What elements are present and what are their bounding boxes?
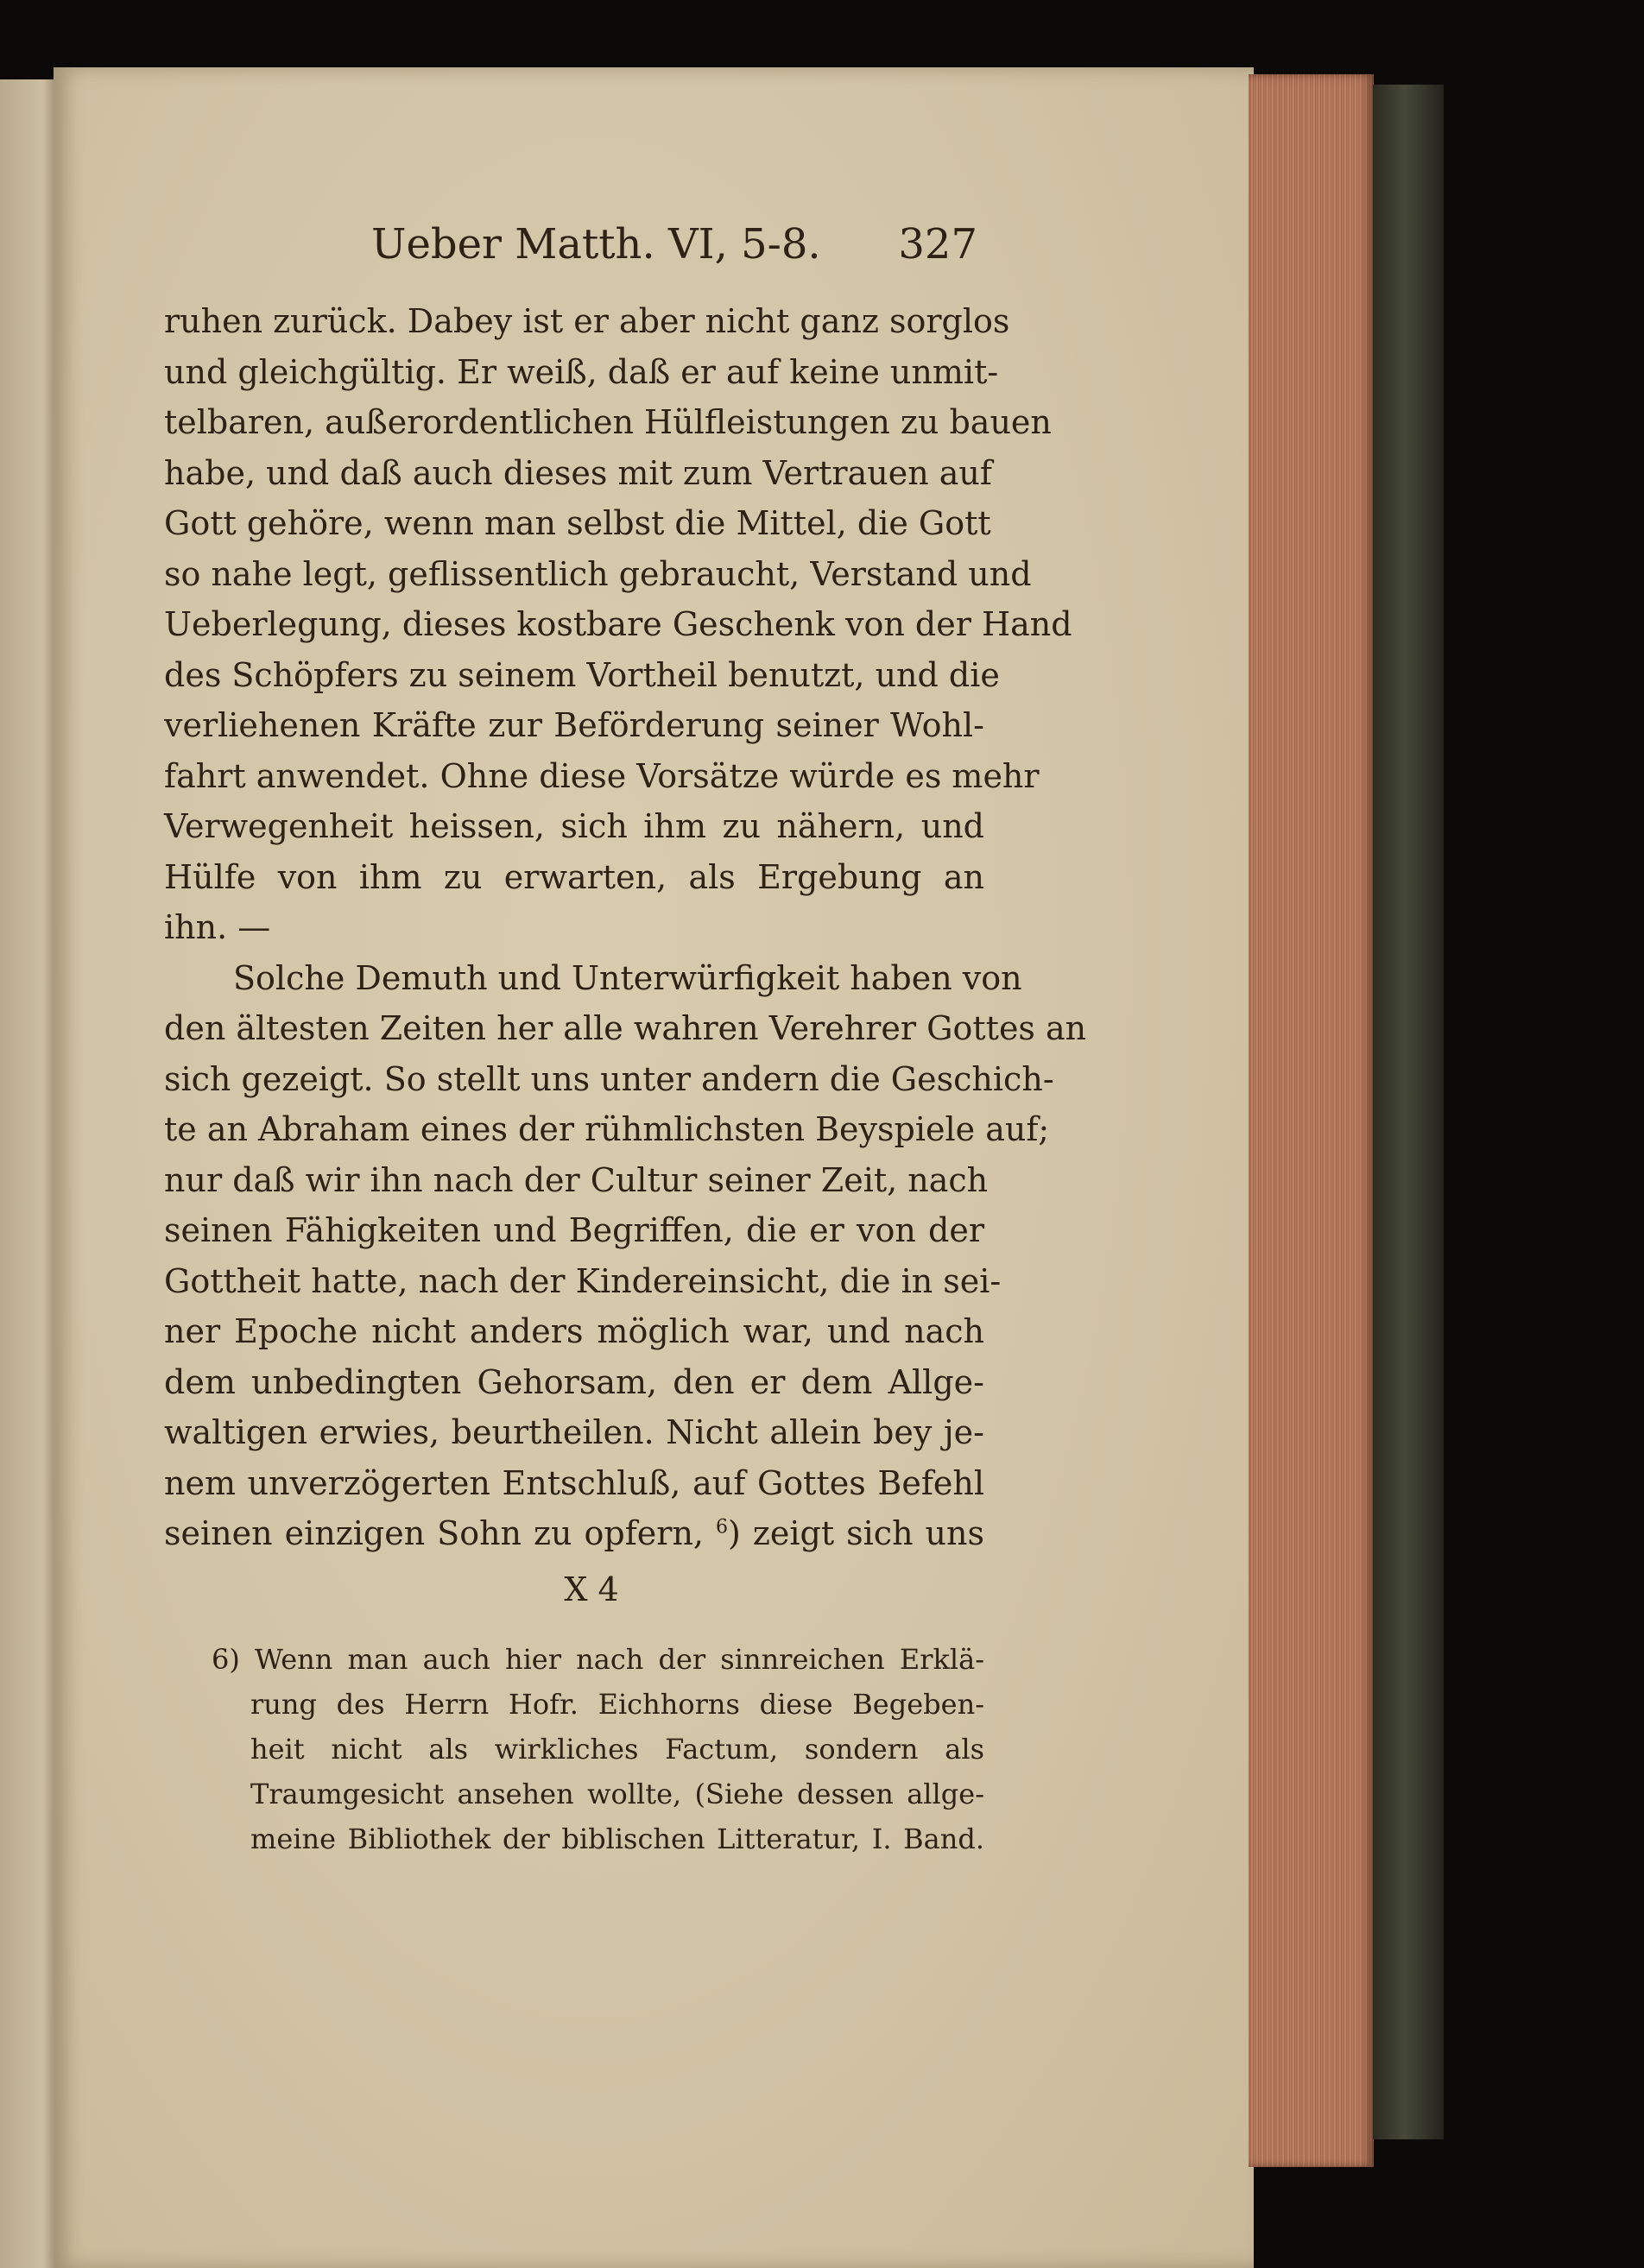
text-line: ihn. —: [164, 908, 271, 946]
text-line: Gottheit hatte, nach der Kindereinsicht, die in sei-: [164, 1261, 1002, 1300]
footnote-line: 6) Wenn man auch hier nach der sinnreichen Erklä-: [212, 1642, 984, 1676]
page-header: [164, 212, 984, 289]
text-block: [164, 212, 1087, 1861]
text-line: sich gezeigt. So stellt uns unter andern die Geschich-: [164, 1059, 1054, 1098]
text-line: nur daß wir ihn nach der Cultur seiner Zeit, nach: [164, 1160, 989, 1199]
text-line: dem unbedingten Gehorsam, den er dem Allge-: [164, 1362, 984, 1401]
line-text: seinen einzigen Sohn zu opfern,: [164, 1514, 705, 1552]
text-line: waltigen erwies, beurtheilen. Nicht allein bey je-: [164, 1413, 984, 1451]
signature-mark: X 4: [564, 1570, 619, 1608]
footnote-line: rung des Herrn Hofr. Eichhorns diese Begeben-: [250, 1687, 984, 1721]
footnote-line: meine Bibliothek der biblischen Litteratur, I. Band.: [250, 1822, 984, 1855]
text-line: verliehenen Kräfte zur Beförderung seiner Wohl-: [164, 706, 984, 744]
previous-page-edge: [0, 79, 54, 2268]
footnote-line: heit nicht als wirkliches Factum, sondern als: [250, 1732, 984, 1766]
text-line: habe, und daß auch dieses mit zum Vertrauen auf: [164, 453, 992, 492]
text-line: und gleichgültig. Er weiß, daß er auf keine unmit-: [164, 352, 999, 391]
text-line: fahrt anwendet. Ohne diese Vorsätze würde es mehr: [164, 756, 1040, 795]
body-text: [164, 296, 1087, 1559]
text-line: te an Abraham eines der rühmlichsten Beyspiele auf;: [164, 1110, 1050, 1148]
text-line-with-footnote-ref: [164, 1508, 984, 1559]
text-line: Ueberlegung, dieses kostbare Geschenk von der Hand: [164, 605, 1072, 643]
footnote-marker: 6: [716, 1516, 729, 1538]
text-line: Solche Demuth und Unterwürfigkeit haben von: [233, 958, 1022, 997]
text-line: Hülfe von ihm zu erwarten, als Ergebung an: [164, 857, 984, 896]
text-line: nem unverzögerten Entschluß, auf Gottes Befehl: [164, 1463, 984, 1502]
book-cover: [1373, 85, 1444, 2139]
text-line: so nahe legt, geflissentlich gebraucht, Verstand und: [164, 554, 1032, 593]
text-line: seinen Fähigkeiten und Begriffen, die er von der: [164, 1211, 984, 1249]
text-line: telbaren, außerordentlichen Hülfleistungen zu bauen: [164, 403, 1052, 441]
text-line: ner Epoche nicht anders möglich war, und nach: [164, 1312, 984, 1350]
footnote-line: Traumgesicht ansehen wollte, (Siehe dessen allge-: [250, 1777, 984, 1810]
footnote: [164, 1637, 984, 1861]
line-suffix: ) zeigt sich uns: [728, 1514, 984, 1552]
text-line: ruhen zurück. Dabey ist er aber nicht ganz sorglos: [164, 302, 1010, 340]
page-number: 327: [898, 220, 977, 268]
text-line: Verwegenheit heissen, sich ihm zu nähern, und: [164, 807, 984, 845]
text-line: den ältesten Zeiten her alle wahren Verehrer Gottes an: [164, 1009, 1087, 1047]
text-line: Gott gehöre, wenn man selbst die Mittel, die Gott: [164, 504, 991, 542]
running-title: Ueber Matth. VI, 5-8.: [371, 220, 821, 268]
page-fore-edge: [1249, 74, 1374, 2167]
text-line: des Schöpfers zu seinem Vortheil benutzt, und die: [164, 655, 1000, 694]
